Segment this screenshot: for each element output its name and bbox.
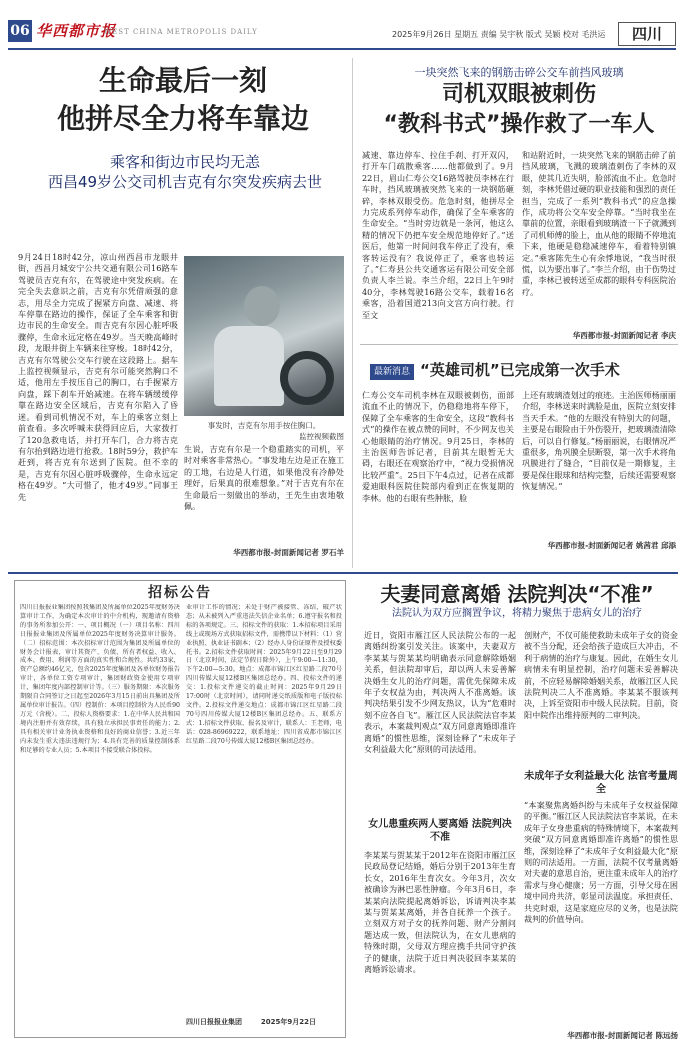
- story1-headline: [18, 62, 348, 138]
- story2-kicker: 一块突然飞来的钢筋击碎公交车前挡风玻璃: [414, 66, 624, 79]
- date-line: 2025年9月26日 星期五 责编 吴宇秋 版式 吴颖 校对 毛洪运: [392, 30, 606, 39]
- story2-body-col1: 减速、靠边停车、拉住手刹、打开双闪，打开车门疏散乘客……他都做到了。9月22日，眉山仁寿公交16路驾驶员李林在行车时，挡风玻璃被突然飞来的一块钢筋砸碎，李林双眼受伤。危急时刻，他拼尽全力完成系列停车动作，确保了全车乘客的生命安全。“当时旁边就是一条河，他这么精的情况下仍把车安全规范地停好了。”送医后，他第一时间问我车停正了没有，乘客转运没有？我说停正了，乘客也转运了。”仁寿县公共交通客运有限公司安全部负责人李兰说。李兰介绍，22日上午9时40分，李林驾驶16路公交车，载着16名乘客，沿着国道213向文宫方向行驶。行至文: [362, 150, 514, 320]
- story4-body-col2: 李某某与贺某某于2012年在资阳市雁江区民政局登记结婚，婚后分别于2013年生育长女，2016年生育次女。今年3月，次女被确诊为淋巴恶性肿瘤。今年3月6日，李某某向法院提起离婚诉讼，诉请判决李某某与贺某某离婚，并各自抚养一个孩子。立刻双方对子女的抚养问题、财产分割问题达成一致，但法院认为，在女儿患病的特殊时期，父母双方理应携手共同守护孩子的健康，法院于近日判决驳回李某某的离婚诉讼请求。: [364, 850, 516, 975]
- story4-subhead: 法院认为双方应搁置争议，将精力聚焦于患病女儿的治疗: [392, 608, 642, 619]
- story1-subhead: [30, 152, 340, 192]
- tender-notice-title: 招标公告: [148, 585, 212, 601]
- photo-caption-text: 事发时，吉克有尔用手按住胸口。: [207, 421, 321, 430]
- story2-headline-line1: 司机双眼被刺伤: [441, 82, 596, 107]
- story4-section-heading2: 未成年子女利益最大化 法官考量周全: [524, 771, 678, 795]
- bus-driver-photo: [184, 256, 344, 416]
- page-number: 06: [8, 20, 32, 42]
- story1-subhead-line1: 乘客和街边市民均无恙: [109, 153, 260, 171]
- tender-issuer: 四川日报报业集团: [186, 1018, 242, 1026]
- story1-body-col1: 9月24日18时42分，凉山州西昌市龙眼井街，西昌月城安宁公共交通有限公司16路车驾驶员吉克有尔，在驾驶途中突发疾病。在完全失去意识之前，吉克有尔凭借顽强的意志，用尽全力完成了握紧方向盘、减速、将车停靠在路边的操作，保证了全车乘客和街边市民的生命安全。而吉克有尔因心脏呼吸骤停，生命永远定格在49岁。当天晚高峰时段，龙眼井街上车辆来往穿梭。18时42分，吉克有尔驾驶公交车行驶在这段路上。据车上监控视频显示，吉克有尔可能突然胸口不适，他用左手按压自己的胸口，右手握紧方向盘，踩下刹车开始减速。在将车辆缓缓停靠在路边安全区域后，吉克有尔陷入了昏迷。看到司机情况不对，车上的乘客立刻上前查看。多次呼喊未获得回应后，大家拨打了120急救电话，并打开车门，合力将吉克有尔抬到路边进行抢救。18时59分，救护车赶到，将吉克有尔送到了医院。但不幸的是，吉克有尔因心脏呼吸骤停，生命永远定格在49岁。“大可惜了，他才49岁。”同事王先: [18, 252, 178, 502]
- photo-credit: 监控视频截图: [299, 432, 344, 441]
- story4-body-col1: 近日，资阳市雁江区人民法院公布的一起离婚纠纷案引发关注。该案中，夫妻双方李某某与贺某某均明确表示同意解除婚姻关系，但法院却审后，却以两人未妥善解决婚生女儿的治疗问题，需优先保障未成年子女权益为由，判决两人不准离婚。该判决结果引发不少网友热议，认为“危难时刻不应各自飞”。雁江区人民法院法官李某表示，本案裁判观点“双方同意离婚即准许离婚”的惯性思维，深刻诠释了“未成年子女利益最大化”原则的司法适用。: [364, 630, 516, 755]
- story4-section-heading1: 女儿患重疾两人要离婚 法院判决不准: [368, 819, 512, 843]
- story1-headline-line1: 生命最后一刻: [98, 64, 267, 97]
- story4-byline: 华西都市报-封面新闻记者 陈远扬: [567, 1031, 678, 1040]
- story4-headline: 夫妻同意离婚 法院判决“不准”: [380, 582, 654, 606]
- column-separator: [352, 58, 353, 568]
- latest-news-badge: 最新消息: [370, 364, 414, 380]
- story3-body-col1: 仁寿公交车司机李林在双眼被刺伤，面部流血不止的情况下，仍稳稳地将车停下，保障了全车乘客的生命安全，这段“教科书式”的操作在被点赞的同时，不少网友也关心他眼睛的治疗情况。9月25日，李林的主治医师告诉记者，目前其左眼暂无大碍，右眼还在观察治疗中，“视力受损情况比较严重”。25日下午4点过，记者在成都爱迪眼科医院住院部内看到正在恢复期的李林。他的右眼有些肿胀，脸: [362, 390, 514, 503]
- newspaper-english-name: WEST CHINA METROPOLIS DAILY: [104, 28, 258, 36]
- story3-body-col2: 上还有玻璃渣划过的痕迹。主治医师杨丽丽介绍，李林送来时满脸是血，医院立刻安排当天手术。“他的左眼没有特别大的问题，主要是右眼险由于外伤裂开，把玻璃渣清除后，可以自行修复。”杨丽丽说，右眼情况严重很多，角巩膜全层断裂，第一次手术将角巩膜进行了缝合，“目前仅是一期修复，主要是保住眼球和结构完整，后续还需要观察恢复情况。”: [522, 390, 676, 492]
- story2-headline: [360, 80, 678, 140]
- page-mid-divider: [8, 572, 678, 574]
- story3-byline: 华西都市报-封面新闻记者 姚茜君 邱添: [547, 541, 676, 550]
- story1-body-col2: 生说，吉克有尔是一个稳重踏实的司机，平时对乘客非常热心。“事发地左边是正在施工的工地，右边是人行道，如果他没有冷静处理好，后果真的很难想象。”对于吉克有尔在生命最后一刻做出的举动，王先生由衷地敬佩。: [184, 444, 344, 512]
- section-label: 四川: [618, 22, 676, 46]
- driver-head-shape: [244, 286, 280, 326]
- tender-notice-col1: 四川日报报业集团按照我集团及所属单位2025年度财务决算审计工作，为确定本次审计的中介机构，现邀请有资格的事务所参加公开：一、项目概况（一）项目名称：四川日报报业集团及所属单位2025年度财务决算审计服务。（二）招标范围：本次招标审计范围为集团及所属单位的财务会计报表，审计其资产、负债、所有者权益、收入、成本、费用、利润等方面的真实性和合规性。共约33家，资产总额约46亿元，包含2025年度集团及各单位财务报告审计，各单位工资专项审计，集团财政资金使用专项审计，集团年度内部控制审计等。（三）服务期限：本次服务期限自合同签订之日起至2026年3月15日前出具集团及所属单位审计报告。（四）控制价：本项目控制价为人民币90万元（含税）。二、投标人资格要求：1.在中华人民共和国境内注册并有效存续，具有独立承担民事责任的能力；2.具有相关审计业务执业资格和良好的商业信誉；3.近三年内未发生重大违法违规行为；4.具有完善的质量控制体系和足够的专业人员；5.本项目不接受联合体投标。: [20, 604, 180, 754]
- newspaper-logo: 华西都市报: [36, 22, 117, 40]
- page-header: [0, 0, 690, 50]
- story4-body-col3: 剖财产，不仅可能使救助未成年子女的资金被不当分配，还会给孩子造成巨大冲击，不利于病情的治疗与康复。因此，在婚生女儿病情未有明显控制，治疗问题未妥善解决前，不应轻易解除婚姻关系，故雁江区人民法院判决二人不准离婚。李某某不服该判决，上诉至资阳市中级人民法院。目前，资阳中院作出维持原判的二审判决。: [524, 630, 678, 720]
- header-divider: [8, 48, 676, 50]
- tender-notice-footer: [186, 1017, 342, 1027]
- story2-headline-line2: “教科书式”操作救了一车人: [383, 112, 655, 137]
- tender-notice-col2: 业审计工作的情况；未处于财产被接管、冻结、破产状态；从未被列入严重违法失信企业名单；6.遵守报名和投标的各项规定。三、招标文件的获取：1.本招标项目采用线上或现场方式获取招标文件，需携带以下材料：（1）营业执照、执业证书副本；（2）经办人身份证原件及授权委托书。2.招标文件获取时间：2025年9月22日至9月29日（北京时间，法定节假日除外），上午9:00—11:30，下午2:00—5:30。地点：成都市锦江区红星路二段70号四川传媒大厦12楼B区集团总经办。四、投标文件的递交：1.投标文件递交的截止时间：2025年9月29日17:00时（北京时间），请同时递交纸质版和电子版投标文件。2.投标文件递交地点：成都市锦江区红星路二段70号四川传媒大厦12楼B区集团总经办。五、联系方式：1.招标文件获取、报名及审计，联系人：王老师，电话：028-86969222，联系地址：四川省成都市锦江区红星路二段70号传媒大厦12楼B区集团总经办。: [186, 604, 342, 745]
- seat-shape: [214, 326, 284, 406]
- story1-subhead-line2: 西昌49岁公交司机吉克有尔突发疾病去世: [47, 173, 323, 191]
- story4-body-col4: “本案聚焦离婚纠纷与未成年子女权益保障的平衡。”雁江区人民法院法官李某说，在未成年子女身患重病的特殊情境下，本案裁判突破“双方同意离婚即准许离婚”的惯性思维，深刻诠释了“未成年子女利益最大化”原则的司法适用。一方面，法院不仅考量离婚对夫妻的意思自治，更注重未成年人的治疗需求与身心健康；另一方面，引导父母在困境中同舟共济，彰显司法温度。承担责任、共克时艰，这是家庭应尽的义务，也是法院裁判的价值导向。: [524, 800, 678, 925]
- story-divider: [360, 344, 678, 345]
- photo-caption: [184, 420, 344, 442]
- story2-body-col2: 和站附近时，一块突然飞来的钢筋击碎了前挡风玻璃，飞溅的玻璃渣刺伤了李林的双眼，使其几近失明，脸部流血不止。危急时刻，李林凭借过硬的职业技能和强烈的责任担当，完成了一系列“教科书式”的应急操作，成功将公交车安全停靠。“当时我坐在靠前的位置，亲眼看到玻璃渣一下子就溅到了司机师傅的脸上，血从他的眼睛不停地流下来，他硬是稳稳减速停车，看着特别镇定。”乘客陈先生心有余悸地说，“我当时很慌，以为要出事了。”李兰介绍，由于伤势过重，李林已被转送至成都的眼科专科医院治疗。: [522, 150, 676, 297]
- story3-headline: “英雄司机”已完成第一次手术: [420, 361, 620, 379]
- story1-byline: 华西都市报-封面新闻记者 罗石羊: [233, 548, 344, 557]
- story1-headline-line2: 他拼尽全力将车靠边: [56, 102, 309, 135]
- tender-date: 2025年9月22日: [260, 1018, 316, 1026]
- steering-wheel-shape: [280, 351, 334, 405]
- story2-byline: 华西都市报-封面新闻记者 李庆: [572, 331, 676, 340]
